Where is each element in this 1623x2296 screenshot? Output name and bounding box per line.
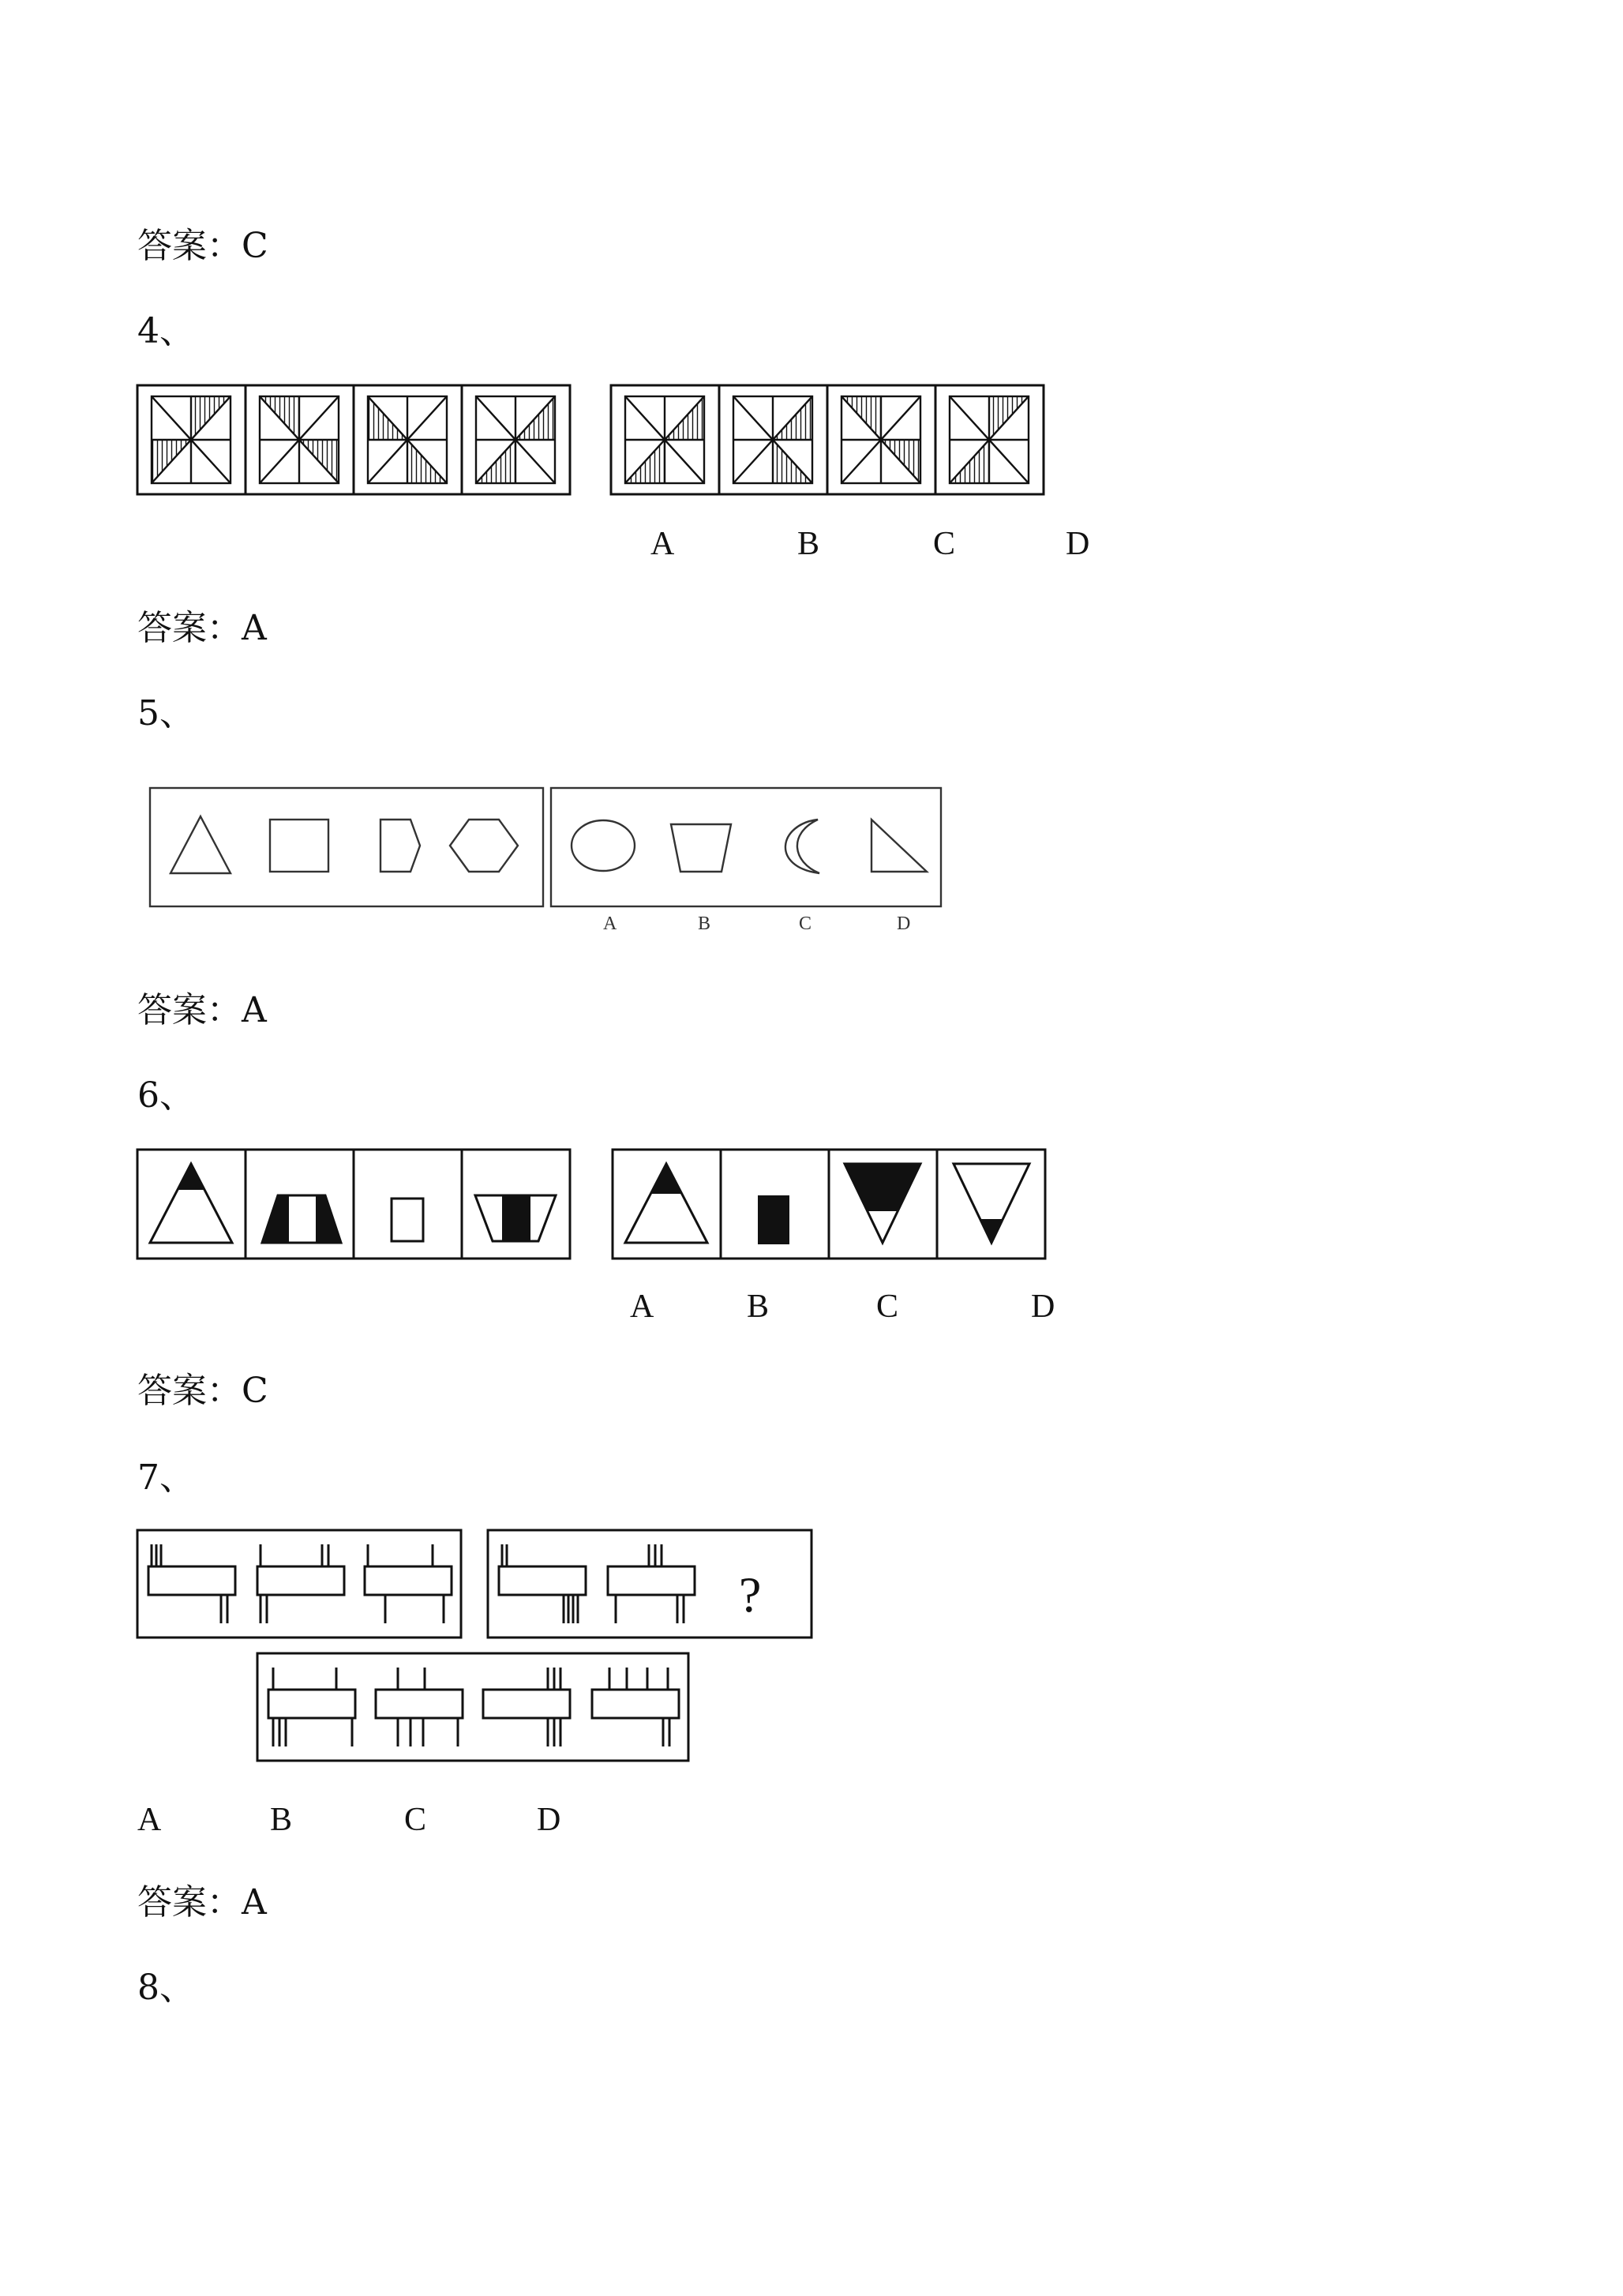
answer-value: A [242, 1882, 267, 1923]
question-number-7: 7、 [137, 1458, 194, 1498]
q5-option-a: A [603, 914, 617, 934]
q5-option-d: D [897, 914, 911, 934]
q6-option-d: D [1031, 1289, 1055, 1325]
answer-prefix: 答案： [137, 990, 242, 1030]
q5-option-c: C [799, 914, 812, 934]
answer-value: A [242, 608, 267, 648]
q5-option-b: B [698, 914, 711, 934]
q7-option-d: D [537, 1802, 561, 1838]
q4-option-d: D [1066, 526, 1090, 562]
question-number-5: 5、 [137, 693, 194, 733]
q4-option-a: A [650, 526, 675, 562]
q7-option-b: B [270, 1802, 293, 1838]
q4-option-c: C [933, 526, 956, 562]
answer-line-q4 [137, 608, 267, 648]
answer-prefix: 答案： [137, 226, 242, 266]
q7-question-mark: ? [739, 1566, 762, 1623]
q7-option-a: A [137, 1802, 162, 1838]
answer-value: C [242, 1371, 268, 1411]
q4-figure [134, 382, 1058, 497]
answer-value: C [242, 226, 268, 266]
q6-figure [134, 1146, 1059, 1262]
q7-figure [134, 1527, 821, 1772]
answer-value: A [242, 990, 267, 1030]
answer-line-q3 [137, 226, 268, 266]
answer-line-q7 [137, 1882, 267, 1923]
answer-prefix: 答案： [137, 1882, 242, 1923]
question-number-8: 8、 [137, 1968, 194, 2008]
q6-option-c: C [876, 1289, 899, 1325]
answer-prefix: 答案： [137, 608, 242, 648]
q5-figure [147, 785, 947, 911]
answer-line-q6 [137, 1371, 268, 1411]
q4-option-b: B [797, 526, 820, 562]
answer-prefix: 答案： [137, 1371, 242, 1411]
q7-option-c: C [404, 1802, 427, 1838]
q6-option-a: A [630, 1289, 654, 1325]
question-number-4: 4、 [137, 311, 194, 351]
question-number-6: 6、 [137, 1075, 194, 1116]
q6-option-b: B [747, 1289, 770, 1325]
answer-line-q5 [137, 990, 267, 1030]
